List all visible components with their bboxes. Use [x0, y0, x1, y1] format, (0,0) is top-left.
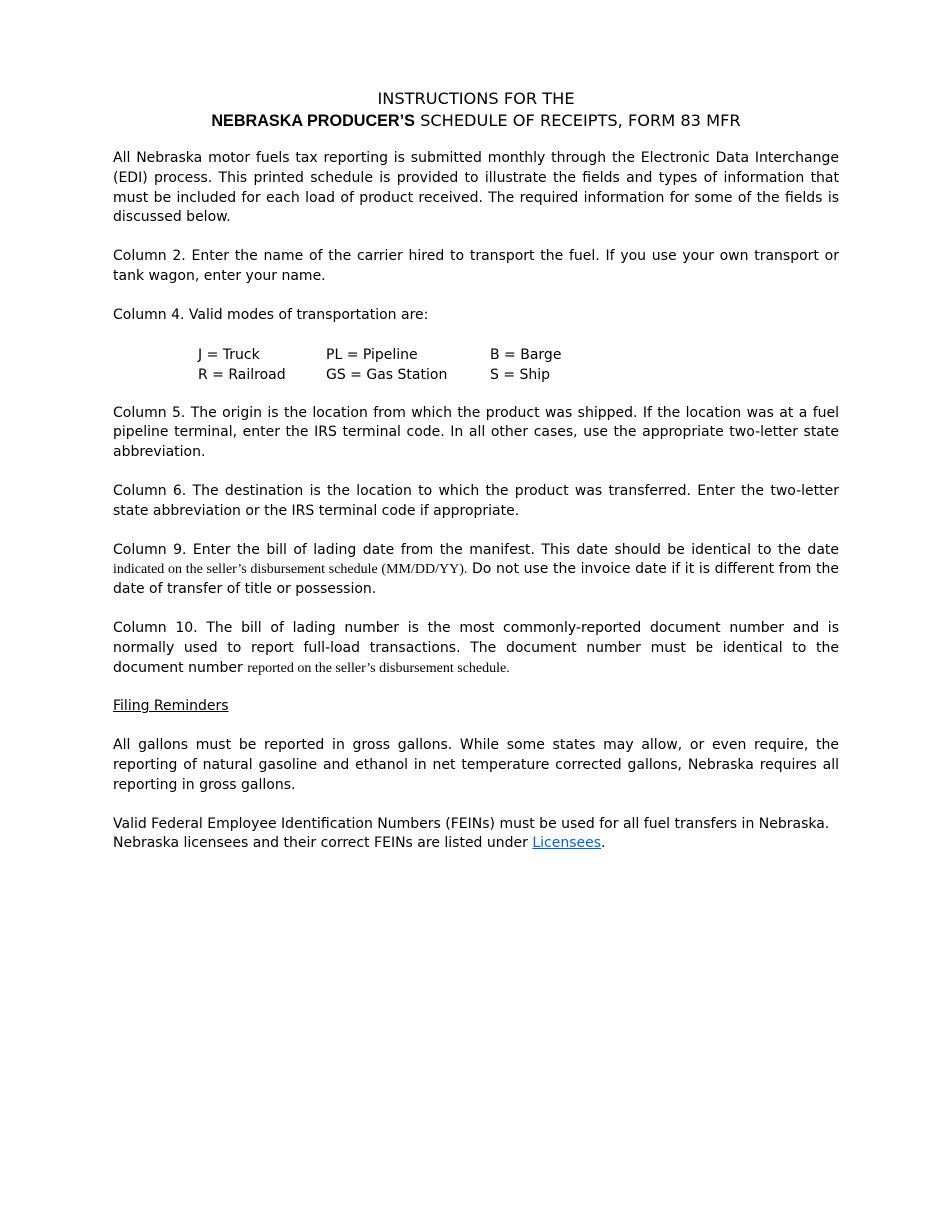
modes-row	[198, 345, 839, 365]
title-line-2	[113, 110, 839, 132]
filing-reminders-label: Filing Reminders	[113, 698, 229, 715]
intro-paragraph: All Nebraska motor fuels tax reporting is submitted monthly through the Electronic Data Interchange (EDI) process. This printed schedule is provided to illustrate the fields and types of information that must be included for each load of product received. The required information for some of the fields is discussed below.	[113, 150, 839, 226]
column-4-paragraph: Column 4. Valid modes of transportation are:	[113, 306, 429, 323]
mode-gas-station: GS = Gas Station	[326, 366, 448, 383]
title-rest: SCHEDULE OF RECEIPTS, FORM 83 MFR	[414, 111, 741, 130]
title-line-1: INSTRUCTIONS FOR THE	[377, 89, 575, 108]
filing-reminders-heading	[113, 697, 839, 717]
column-2-paragraph: Column 2. Enter the name of the carrier hired to transport the fuel. If you use your own transport or tank wagon, enter your name.	[113, 248, 839, 284]
fein-line-2-text: Nebraska licensees and their correct FEINs are listed under	[113, 835, 533, 852]
mode-truck: J = Truck	[198, 346, 260, 363]
fein-line-2-end: .	[601, 835, 606, 852]
document-body	[113, 88, 839, 854]
gallons-paragraph: All gallons must be reported in gross gallons. While some states may allow, or even require, the reporting of natural gasoline and ethanol in net temperature corrected gallons, Nebraska requires all reporting in gross gallons.	[113, 737, 839, 793]
column-10-text-b: reported on the seller’s disbursement schedule.	[247, 660, 510, 676]
mode-pipeline: PL = Pipeline	[326, 346, 418, 363]
title-bold: NEBRASKA PRODUCER’S	[211, 112, 415, 130]
column-9-paragraph	[113, 541, 839, 600]
transport-modes-list	[198, 345, 839, 385]
column-10-paragraph	[113, 619, 839, 678]
column-9-text-a: Column 9. Enter the bill of lading date from the manifest. This date should be identical to the date	[113, 541, 839, 558]
column-6-paragraph: Column 6. The destination is the location to which the product was transferred. Enter the two-letter state abbreviation or the IRS terminal code if appropriate.	[113, 482, 839, 519]
fein-line-1: Valid Federal Employee Identification Numbers (FEINs) must be used for all fuel transfers in Nebraska.	[113, 815, 830, 832]
mode-railroad: R = Railroad	[198, 366, 286, 383]
mode-ship: S = Ship	[490, 366, 551, 383]
fein-paragraph	[113, 815, 839, 855]
page-title	[113, 88, 839, 132]
modes-row	[198, 365, 839, 385]
mode-barge: B = Barge	[490, 346, 562, 363]
column-9-text-b: indicated on the seller’s disbursement schedule (MM/DD/YY).	[113, 562, 468, 578]
fein-line-2	[113, 834, 839, 854]
column-9-text-c: Do not use the invoice date if it is different from the date of transfer of title or possession.	[113, 561, 839, 598]
column-5-paragraph: Column 5. The origin is the location from which the product was shipped. If the location was at a fuel pipeline terminal, enter the IRS terminal code. In all other cases, use the appropriate two-letter state abbreviation.	[113, 404, 839, 461]
licensees-link[interactable]: Licensees	[532, 835, 602, 852]
column-10-text-a: Column 10. The bill of lading number is the most commonly-reported document number and is normally used to report full-load transactions. The document number must be identical to the document number	[113, 619, 839, 676]
